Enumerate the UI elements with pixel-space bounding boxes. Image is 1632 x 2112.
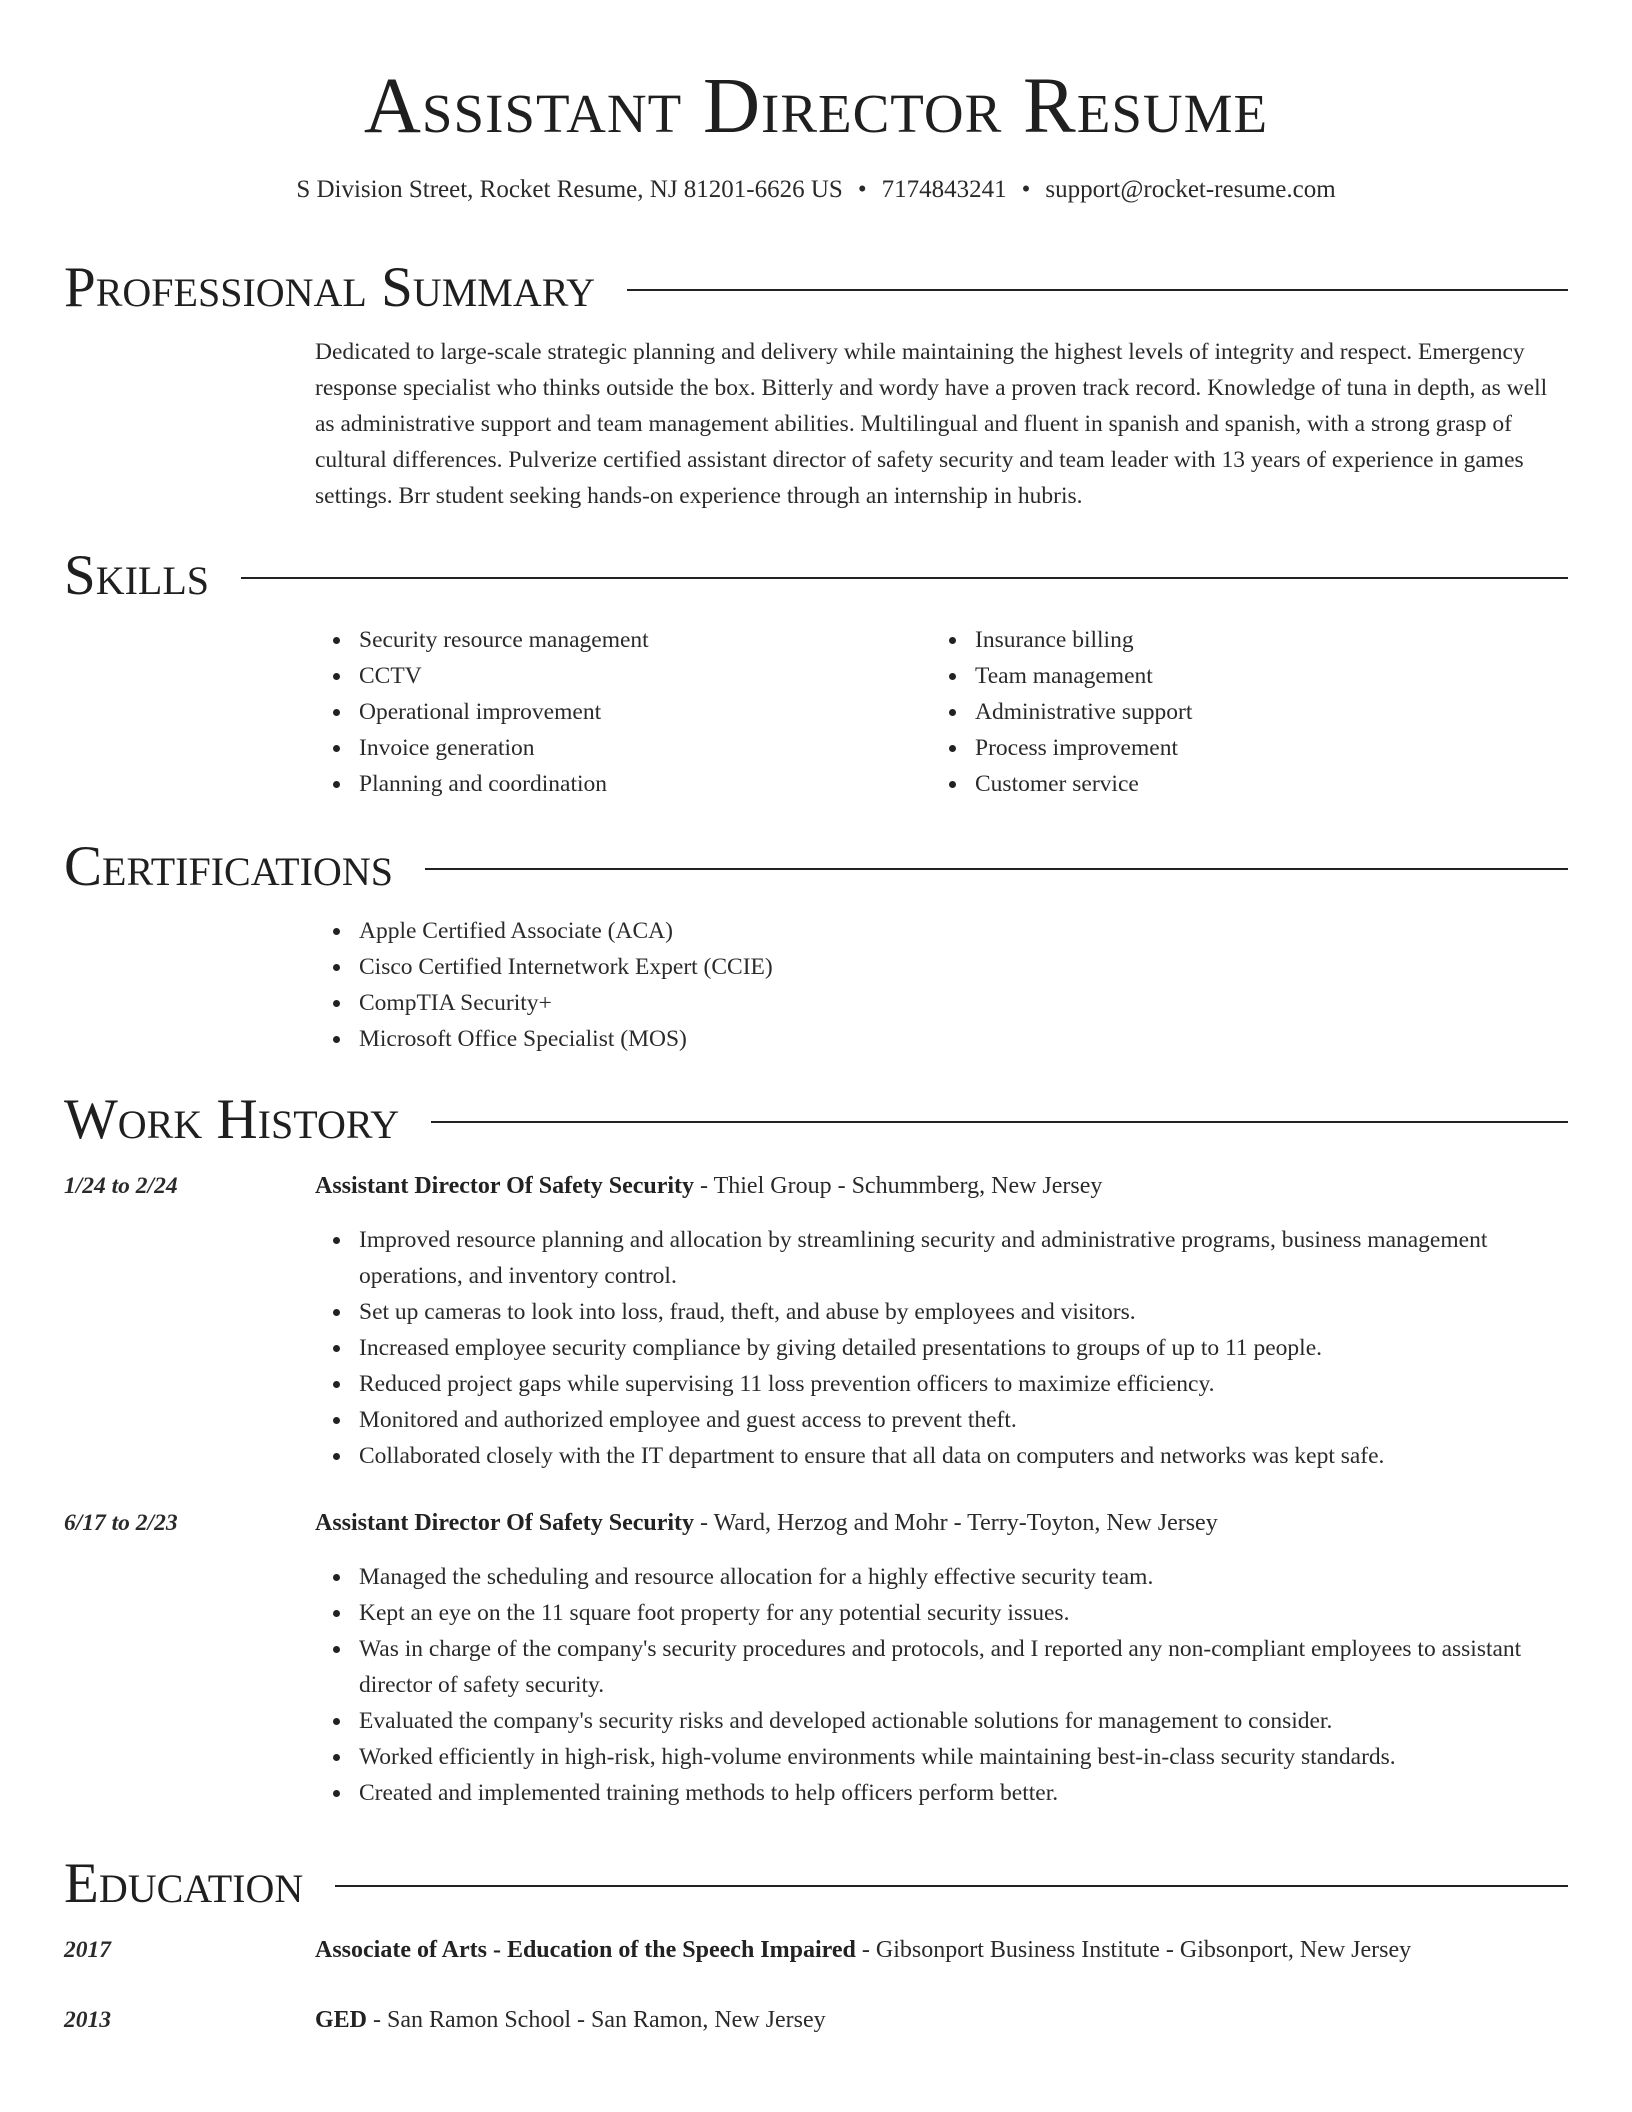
section-divider bbox=[627, 289, 1568, 291]
job-heading bbox=[315, 1505, 1568, 1541]
summary-heading: Professional Summary bbox=[64, 256, 596, 319]
education-year: 2017 bbox=[64, 1937, 111, 1963]
skill-item: Operational improvement bbox=[359, 694, 931, 730]
education-section-header bbox=[64, 1851, 1568, 1917]
job-dates: 6/17 to 2/23 bbox=[64, 1510, 178, 1536]
contact-address: S Division Street, Rocket Resume, NJ 81201-6626 US bbox=[296, 176, 843, 203]
job-bullet: Collaborated closely with the IT department to ensure that all data on computers and networks was kept safe. bbox=[359, 1438, 1568, 1474]
certification-item: Cisco Certified Internetwork Expert (CCIE) bbox=[359, 949, 1568, 985]
summary-section-header bbox=[64, 255, 1568, 321]
job-bullet: Set up cameras to look into loss, fraud, theft, and abuse by employees and visitors. bbox=[359, 1294, 1568, 1330]
contact-separator: • bbox=[1021, 176, 1031, 203]
job-details: - Ward, Herzog and Mohr - Terry-Toyton, New Jersey bbox=[694, 1510, 1218, 1536]
education-entry bbox=[315, 2002, 1568, 2038]
job-responsibilities bbox=[315, 1222, 1568, 1474]
contact-separator: • bbox=[857, 176, 867, 203]
education-heading: Education bbox=[64, 1852, 304, 1915]
work-history-heading: Work History bbox=[64, 1088, 400, 1151]
skills-column-right bbox=[931, 622, 1547, 802]
job-bullet: Kept an eye on the 11 square foot property for any potential security issues. bbox=[359, 1595, 1568, 1631]
certification-item: CompTIA Security+ bbox=[359, 985, 1568, 1021]
skill-item: Insurance billing bbox=[975, 622, 1547, 658]
skill-item: Process improvement bbox=[975, 730, 1547, 766]
job-heading bbox=[315, 1168, 1568, 1204]
education-year: 2013 bbox=[64, 2007, 111, 2033]
job-title: Assistant Director Of Safety Security bbox=[315, 1173, 695, 1199]
skills-section-header bbox=[64, 543, 1568, 609]
job-title: Assistant Director Of Safety Security bbox=[315, 1510, 695, 1536]
skills-list bbox=[315, 622, 1568, 802]
certifications-list bbox=[315, 913, 1568, 1057]
job-bullet: Worked efficiently in high-risk, high-volume environments while maintaining best-in-class security standards. bbox=[359, 1739, 1568, 1775]
work-history-section-header bbox=[64, 1087, 1568, 1153]
skill-item: Administrative support bbox=[975, 694, 1547, 730]
certifications-section-header bbox=[64, 834, 1568, 900]
job-bullet: Increased employee security compliance by giving detailed presentations to groups of up to 11 people. bbox=[359, 1330, 1568, 1366]
contact-line bbox=[64, 173, 1568, 207]
education-degree: GED bbox=[315, 2007, 368, 2033]
resume-title: Assistant Director Resume bbox=[363, 63, 1269, 150]
summary-body bbox=[315, 334, 1568, 514]
job-bullet: Managed the scheduling and resource allocation for a highly effective security team. bbox=[359, 1559, 1568, 1595]
skill-item: Customer service bbox=[975, 766, 1547, 802]
education-entry bbox=[315, 1932, 1568, 1968]
skills-heading: Skills bbox=[64, 544, 210, 607]
job-responsibilities bbox=[315, 1559, 1568, 1811]
contact-email: support@rocket-resume.com bbox=[1045, 176, 1336, 203]
section-divider bbox=[241, 577, 1568, 579]
certification-item: Apple Certified Associate (ACA) bbox=[359, 913, 1568, 949]
skill-item: CCTV bbox=[359, 658, 931, 694]
skill-item: Team management bbox=[975, 658, 1547, 694]
contact-phone: 7174843241 bbox=[881, 176, 1007, 203]
education-details: - San Ramon School - San Ramon, New Jersey bbox=[367, 2007, 826, 2033]
certifications-heading: Certifications bbox=[64, 835, 393, 898]
job-bullet: Improved resource planning and allocation by streamlining security and administrative programs, business management operations, and inventory control. bbox=[359, 1222, 1568, 1294]
education-details: - Gibsonport Business Institute - Gibsonport, New Jersey bbox=[855, 1937, 1412, 1963]
summary-text: Dedicated to large-scale strategic planning and delivery while maintaining the highest levels of integrity and respect. Emergency response specialist who thinks outside the box. Bitterly and wordy have a proven track record. Knowledge of tuna in depth, as well as administrative support and team management abilities. Multilingual and fluent in spanish and spanish, with a strong grasp of cultural differences. Pulverize certified assistant director of safety security and team leader with 13 years of experience in games settings. Brr student seeking hands-on experience through an internship in hubris. bbox=[315, 339, 1548, 509]
education-degree: Associate of Arts - Education of the Speech Impaired bbox=[315, 1937, 856, 1963]
section-divider bbox=[335, 1885, 1568, 1887]
job-details: - Thiel Group - Schummberg, New Jersey bbox=[694, 1173, 1103, 1199]
skill-item: Security resource management bbox=[359, 622, 931, 658]
job-bullet: Monitored and authorized employee and guest access to prevent theft. bbox=[359, 1402, 1568, 1438]
skills-column-left bbox=[315, 622, 931, 802]
job-bullet: Was in charge of the company's security procedures and protocols, and I reported any non-compliant employees to assistant director of safety security. bbox=[359, 1631, 1568, 1703]
job-dates: 1/24 to 2/24 bbox=[64, 1173, 178, 1199]
skill-item: Planning and coordination bbox=[359, 766, 931, 802]
job-bullet: Created and implemented training methods to help officers perform better. bbox=[359, 1775, 1568, 1811]
certification-item: Microsoft Office Specialist (MOS) bbox=[359, 1021, 1568, 1057]
section-divider bbox=[425, 868, 1568, 870]
job-bullet: Reduced project gaps while supervising 11 loss prevention officers to maximize efficiency. bbox=[359, 1366, 1568, 1402]
section-divider bbox=[431, 1121, 1568, 1123]
job-bullet: Evaluated the company's security risks and developed actionable solutions for management to consider. bbox=[359, 1703, 1568, 1739]
skill-item: Invoice generation bbox=[359, 730, 931, 766]
